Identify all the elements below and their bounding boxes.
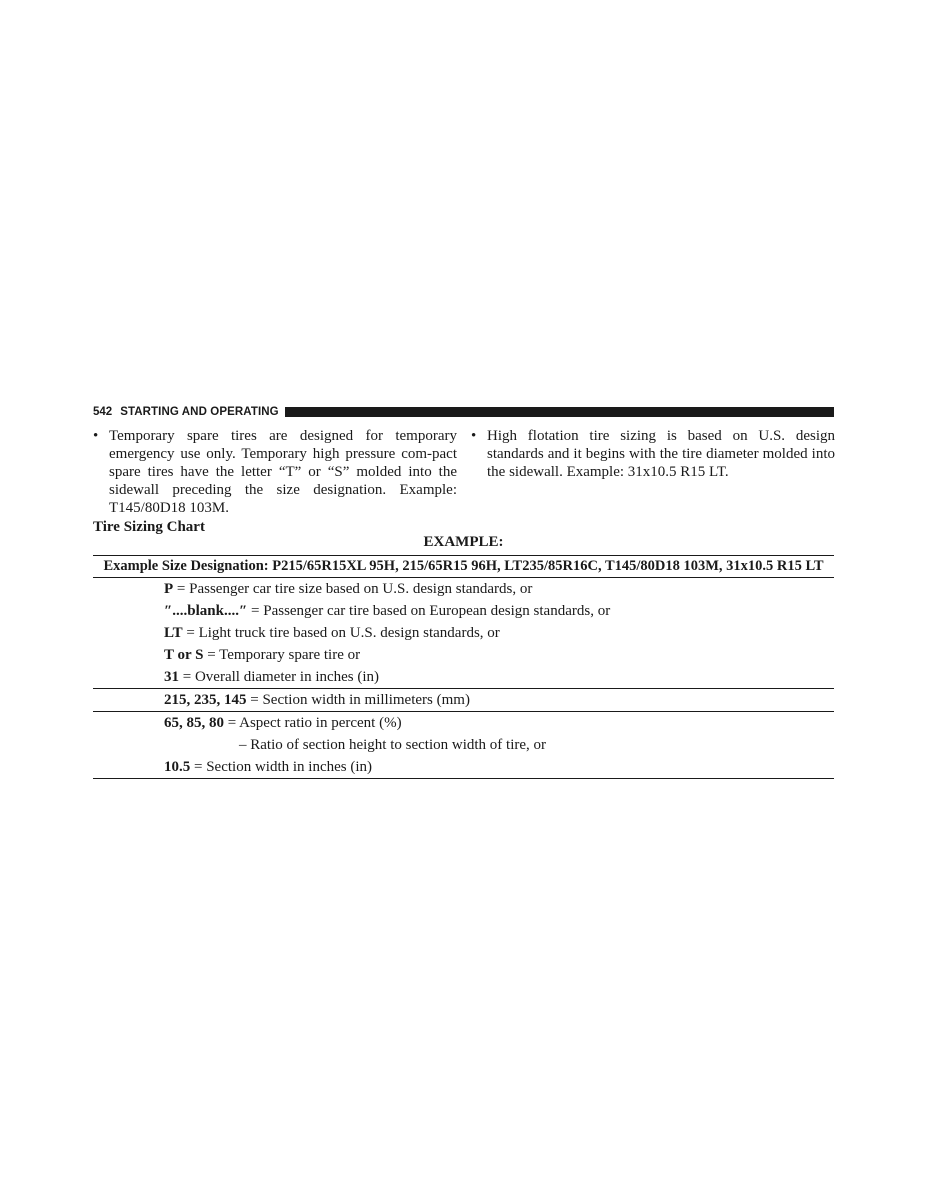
table-row — [93, 622, 834, 644]
section-title: STARTING AND OPERATING — [120, 406, 279, 418]
table-row — [93, 644, 834, 666]
table-row — [93, 734, 834, 756]
designation-row: Example Size Designation: P215/65R15XL 95H, 215/65R15 96H, LT235/85R16C, T145/80D18 103M, 31x10.5 R15 LT — [93, 555, 834, 578]
row-code: 215, 235, 145 — [164, 691, 247, 708]
row-code: 31 — [164, 668, 179, 685]
bullet-item — [471, 427, 835, 481]
row-code: 65, 85, 80 — [164, 714, 224, 731]
row-text: = Overall diameter in inches (in) — [179, 668, 380, 685]
row-text: = Passenger car tire based on European design standards, or — [247, 602, 611, 619]
page-number: 542 — [93, 406, 113, 418]
table-row — [93, 688, 834, 711]
row-code: 10.5 — [164, 758, 191, 775]
header-rule-bar — [285, 407, 834, 417]
row-text: = Section width in inches (in) — [190, 758, 373, 775]
bullet-icon: • — [471, 428, 477, 444]
row-code: P — [164, 580, 174, 597]
row-text: – Ratio of section height to section width of tire, or — [239, 736, 547, 753]
bullet-item — [93, 427, 457, 517]
row-text: = Aspect ratio in percent (%) — [224, 714, 402, 731]
row-text: = Section width in millimeters (mm) — [246, 691, 470, 708]
row-code: T or S — [164, 646, 204, 663]
row-text: = Passenger car tire size based on U.S. design standards, or — [173, 580, 533, 597]
table-row — [93, 711, 834, 734]
left-column — [93, 427, 457, 517]
page-header — [93, 405, 834, 419]
example-label: EXAMPLE: — [423, 534, 504, 550]
tire-sizing-table — [93, 555, 834, 779]
bullet-text: Temporary spare tires are designed for temporary emergency use only. Temporary high pressure com-pact spare tires have the letter “T” or “S” molded into the sidewall preceding the size designation. Example: T145/80D18 103M. — [109, 428, 457, 516]
bullet-icon: • — [93, 428, 99, 444]
row-text: = Temporary spare tire or — [203, 646, 361, 663]
table-row — [93, 600, 834, 622]
table-row — [93, 578, 834, 600]
row-code: LT — [164, 624, 183, 641]
row-text: = Light truck tire based on U.S. design standards, or — [182, 624, 500, 641]
table-bottom-rule — [93, 778, 834, 779]
right-column — [471, 427, 835, 481]
chart-heading: Tire Sizing Chart — [93, 519, 205, 535]
bullet-text: High flotation tire sizing is based on U.S. design standards and it begins with the tire diameter molded into the sidewall. Example: 31x10.5 R15 LT. — [487, 428, 835, 480]
table-row — [93, 666, 834, 688]
row-code: ″....blank....″ — [164, 602, 248, 619]
table-row — [93, 756, 834, 778]
